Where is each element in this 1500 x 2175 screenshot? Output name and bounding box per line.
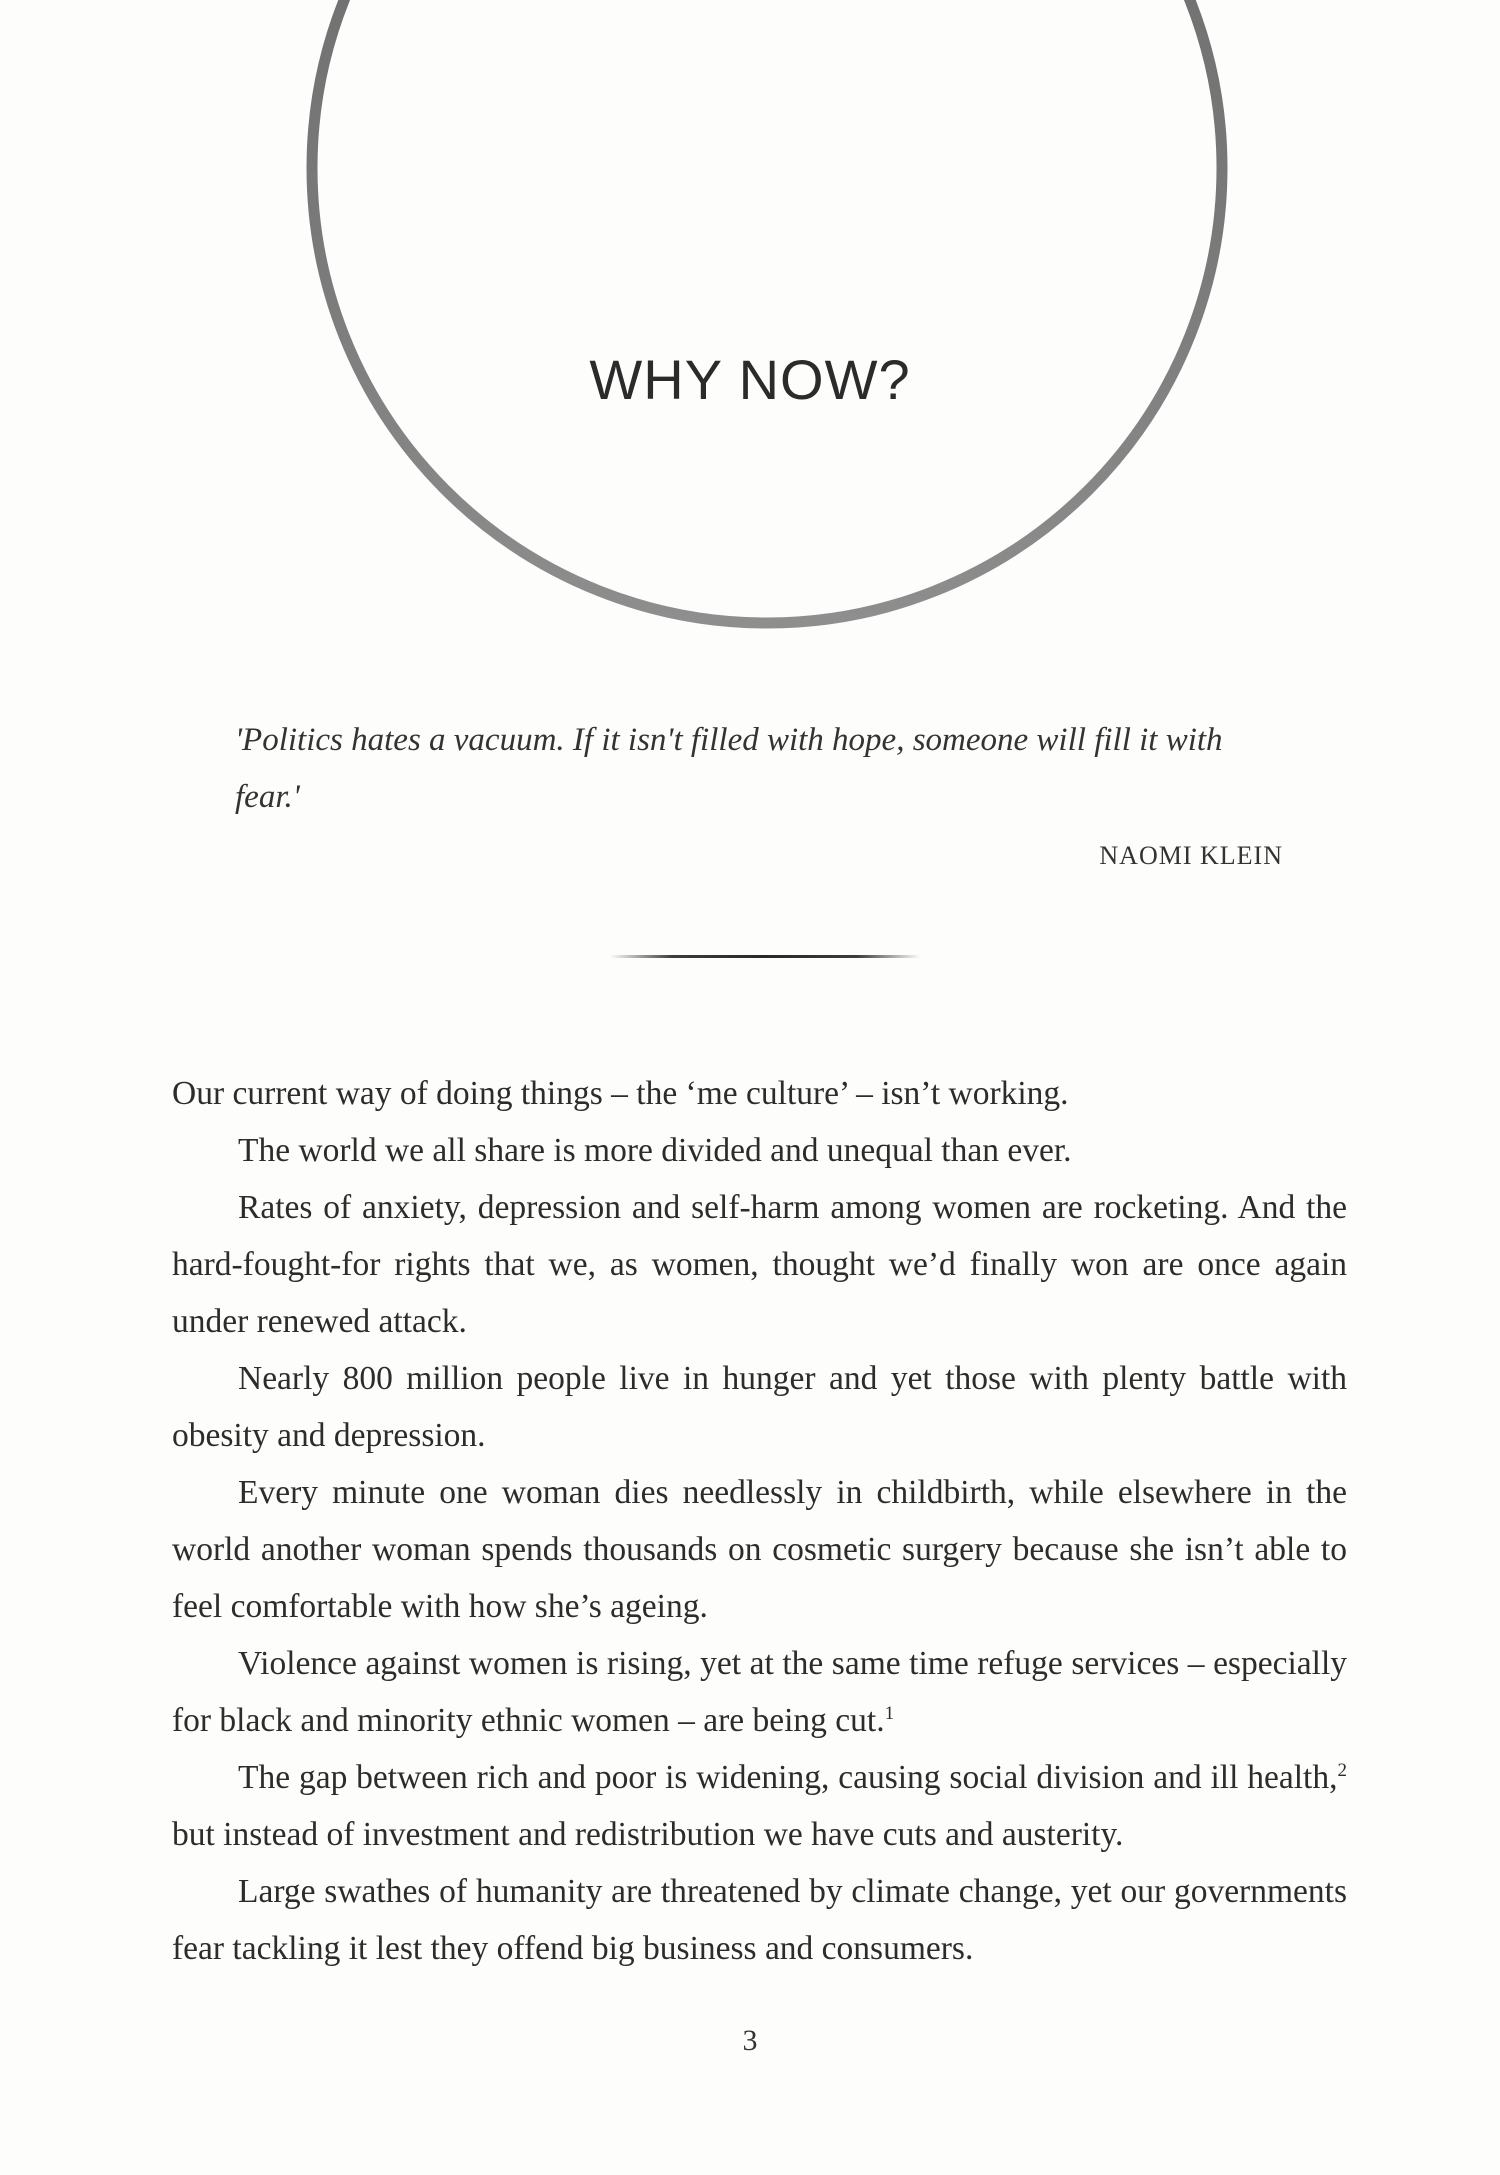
paragraph: The world we all share is more divided and unequal than ever. xyxy=(238,1132,1072,1169)
paragraph-text: but instead of investment and redistribution we have cuts and austerity. xyxy=(172,1816,1124,1853)
paragraph: Rates of anxiety, depression and self-harm among women are rocketing. And the hard-fought-for rights that we, as women, thought we’d finally won are once again under renewed attack. xyxy=(172,1189,1347,1340)
footnote-marker: 1 xyxy=(884,1702,895,1724)
epigraph-quote: 'Politics hates a vacuum. If it isn't filled with hope, someone will fill it with fear.' xyxy=(235,722,1223,815)
paragraph: Nearly 800 million people live in hunger and yet those with plenty battle with obesity and depression. xyxy=(172,1360,1347,1454)
section-divider xyxy=(610,955,920,958)
body-text xyxy=(172,1065,1347,1977)
footnote-marker: 2 xyxy=(1337,1759,1347,1781)
paragraph-text: The gap between rich and poor is widening, causing social division and ill health, xyxy=(238,1759,1338,1796)
page-number: 3 xyxy=(742,2024,758,2057)
paragraph-text: Violence against women is rising, yet at the same time refuge services – especially for black and minority ethnic women – are being cut. xyxy=(172,1645,1347,1739)
paragraph: Large swathes of humanity are threatened by climate change, yet our governments fear tackling it lest they offend big business and consumers. xyxy=(172,1873,1347,1967)
paragraph: Our current way of doing things – the ‘me culture’ – isn’t working. xyxy=(172,1075,1069,1112)
epigraph-author: NAOMI KLEIN xyxy=(1099,841,1283,870)
paragraph: Every minute one woman dies needlessly in childbirth, while elsewhere in the world another woman spends thousands on cosmetic surgery because she isn’t able to feel comfortable with how she’s ageing. xyxy=(172,1474,1347,1625)
chapter-title: WHY NOW? xyxy=(589,348,911,411)
paragraph xyxy=(172,1635,1347,1749)
paragraph xyxy=(172,1749,1347,1863)
